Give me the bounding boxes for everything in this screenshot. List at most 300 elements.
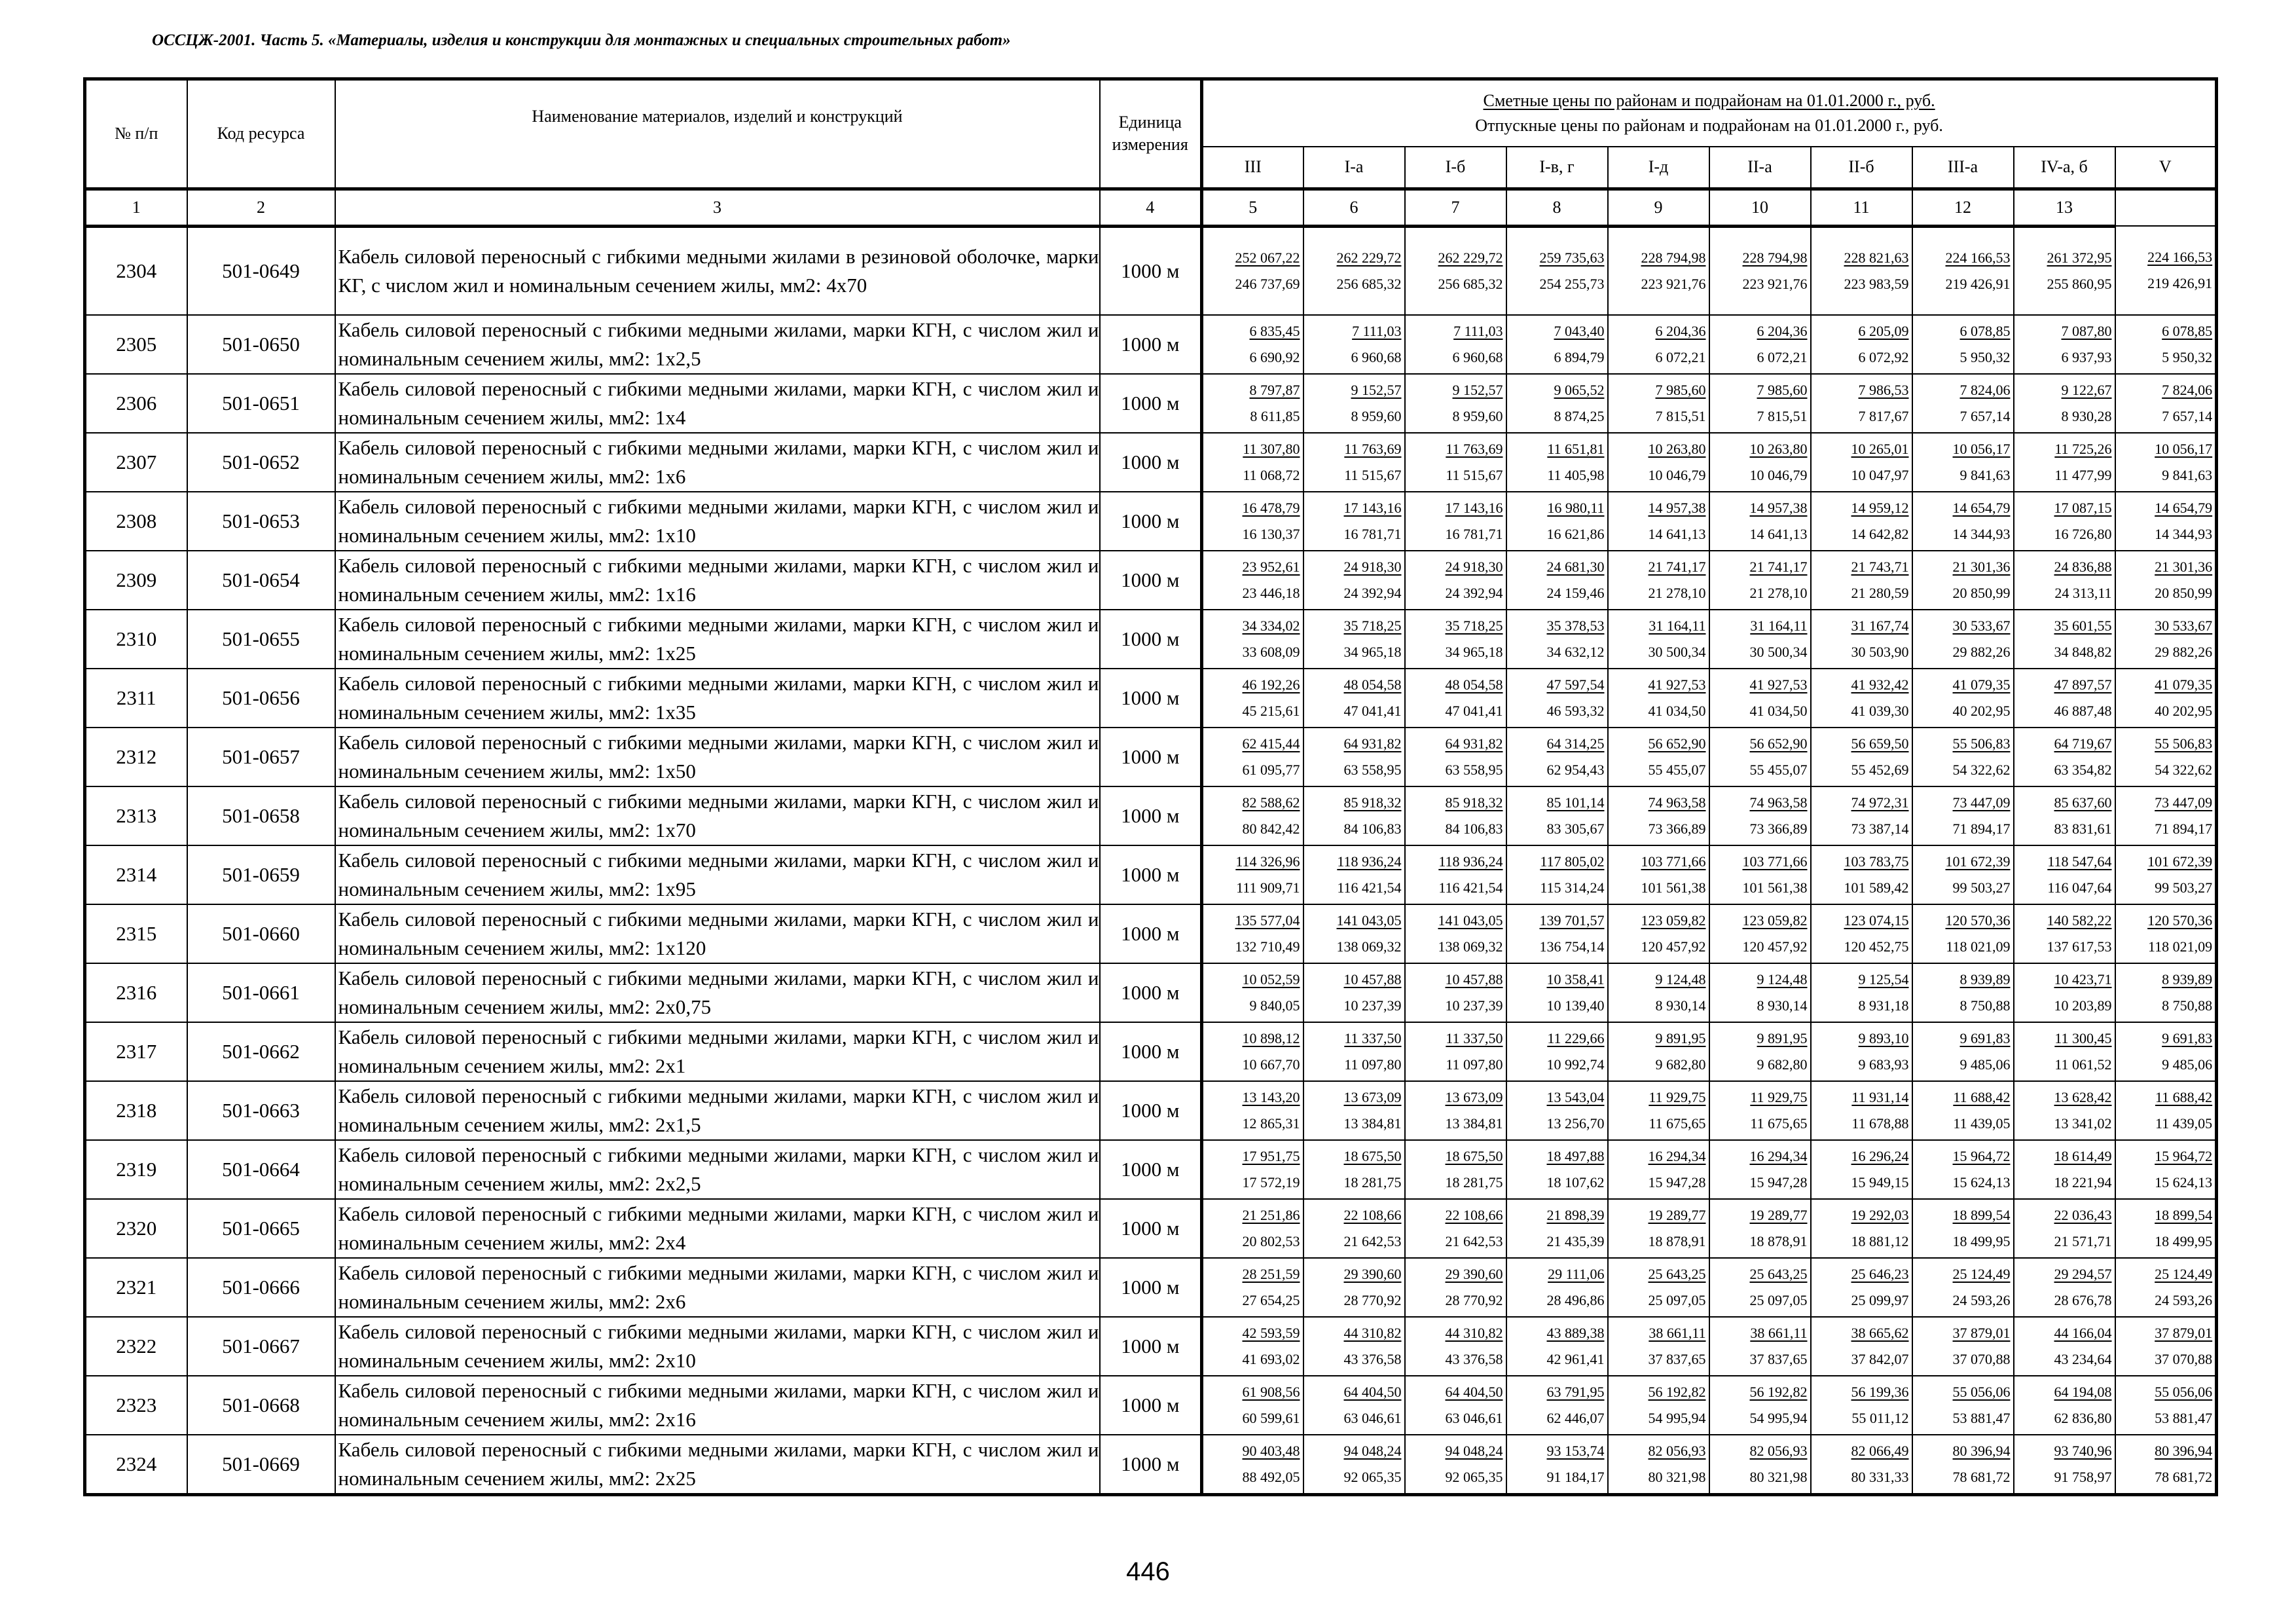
price-cell	[1506, 1258, 1608, 1317]
material-name: Кабель силовой переносный с гибкими медными жилами, марки КГН, с числом жил и номинальным сечением жилы, мм2: 1х2,5	[335, 315, 1100, 374]
estimate-price: 18 675,50	[1445, 1147, 1503, 1164]
release-price: 16 781,71	[1343, 525, 1402, 542]
release-price: 132 710,49	[1235, 938, 1300, 955]
price-cell	[1608, 226, 1709, 315]
estimate-price: 35 378,53	[1546, 617, 1605, 634]
estimate-price: 17 951,75	[1242, 1147, 1300, 1164]
estimate-price: 14 957,38	[1749, 499, 1808, 516]
estimate-price: 61 908,56	[1242, 1383, 1300, 1400]
estimate-price: 38 665,62	[1851, 1324, 1909, 1341]
price-cell	[2014, 1199, 2115, 1258]
estimate-price: 64 404,50	[1445, 1383, 1503, 1400]
price-cell	[1912, 1081, 2014, 1140]
estimate-price: 11 229,66	[1547, 1029, 1605, 1046]
release-price: 12 865,31	[1242, 1115, 1300, 1132]
estimate-price: 94 048,24	[1445, 1442, 1503, 1459]
release-price: 63 046,61	[1445, 1409, 1503, 1426]
estimate-price: 11 337,50	[1446, 1029, 1503, 1046]
release-price: 54 322,62	[1952, 761, 2011, 778]
estimate-price: 17 143,16	[1445, 499, 1503, 516]
price-cell	[1912, 904, 2014, 963]
estimate-price: 6 078,85	[2162, 322, 2213, 339]
release-price: 5 950,32	[1959, 348, 2011, 365]
price-cell	[1912, 492, 2014, 551]
estimate-price: 34 334,02	[1242, 617, 1300, 634]
release-price: 120 452,75	[1844, 938, 1909, 955]
price-cell	[1506, 492, 1608, 551]
header-region: II-б	[1811, 147, 1912, 189]
release-price: 41 034,50	[1749, 702, 1808, 719]
release-price: 11 439,05	[1953, 1115, 2011, 1132]
header-region: IV-а, б	[2014, 147, 2115, 189]
material-name: Кабель силовой переносный с гибкими медными жилами, марки КГН, с числом жил и номинальным сечением жилы, мм2: 2х10	[335, 1317, 1100, 1376]
price-cell	[2115, 845, 2217, 904]
estimate-price: 47 597,54	[1546, 676, 1605, 693]
table-row	[85, 433, 2217, 492]
price-cell	[1303, 374, 1405, 433]
price-cell	[1811, 963, 1912, 1022]
table-row	[85, 1081, 2217, 1140]
price-cell	[2014, 374, 2115, 433]
estimate-price: 93 153,74	[1546, 1442, 1605, 1459]
estimate-price: 9 891,95	[1655, 1029, 1706, 1046]
release-price: 40 202,95	[2155, 702, 2213, 719]
price-cell	[1202, 492, 1303, 551]
table-row	[85, 1022, 2217, 1081]
release-price: 18 221,94	[2054, 1173, 2112, 1190]
release-price: 7 815,51	[1655, 407, 1706, 424]
table-row	[85, 1435, 2217, 1495]
estimate-price: 64 404,50	[1343, 1383, 1402, 1400]
price-cell	[1202, 963, 1303, 1022]
price-cell	[1709, 786, 1811, 845]
price-cell	[1608, 1081, 1709, 1140]
release-price: 24 392,94	[1343, 584, 1402, 601]
price-cell	[2014, 1081, 2115, 1140]
release-price: 73 387,14	[1851, 820, 1909, 837]
estimate-price: 82 056,93	[1749, 1442, 1808, 1459]
estimate-price: 64 931,82	[1343, 735, 1402, 752]
row-number: 2306	[85, 374, 187, 433]
release-price: 15 624,13	[1952, 1173, 2011, 1190]
release-price: 9 682,80	[1757, 1056, 1808, 1073]
price-cell	[2115, 1435, 2217, 1495]
estimate-price: 31 164,11	[1750, 617, 1808, 634]
row-number: 2305	[85, 315, 187, 374]
price-cell	[1303, 904, 1405, 963]
release-price: 101 561,38	[1742, 879, 1808, 896]
release-price: 11 405,98	[1547, 466, 1605, 483]
release-price: 62 836,80	[2054, 1409, 2112, 1426]
table-row	[85, 226, 2217, 315]
release-price: 11 515,67	[1446, 466, 1503, 483]
estimate-price: 9 691,83	[1959, 1029, 2011, 1046]
estimate-price: 17 087,15	[2054, 499, 2112, 516]
header-region: I-в, г	[1506, 147, 1608, 189]
material-name: Кабель силовой переносный с гибкими медными жилами, марки КГН, с числом жил и номинальным сечением жилы, мм2: 1х95	[335, 845, 1100, 904]
table-row	[85, 1376, 2217, 1435]
estimate-price: 37 879,01	[1952, 1324, 2011, 1341]
price-cell	[1912, 551, 2014, 610]
price-cell	[1912, 786, 2014, 845]
estimate-price: 64 194,08	[2054, 1383, 2112, 1400]
price-cell	[1202, 1258, 1303, 1317]
release-price: 18 878,91	[1648, 1232, 1706, 1249]
release-price: 255 860,95	[2047, 275, 2112, 292]
row-number: 2308	[85, 492, 187, 551]
estimate-price: 8 939,89	[1959, 970, 2011, 987]
price-cell	[2014, 1140, 2115, 1199]
price-cell	[1303, 1435, 1405, 1495]
estimate-price: 11 300,45	[2054, 1029, 2112, 1046]
material-name: Кабель силовой переносный с гибкими медными жилами, марки КГН, с числом жил и номинальным сечением жилы, мм2: 1х6	[335, 433, 1100, 492]
release-price: 99 503,27	[1952, 879, 2011, 896]
estimate-price: 74 972,31	[1851, 794, 1909, 811]
table-row	[85, 963, 2217, 1022]
release-price: 24 392,94	[1445, 584, 1503, 601]
price-cell	[1608, 786, 1709, 845]
estimate-price: 228 794,98	[1742, 249, 1808, 266]
price-cell	[1303, 1317, 1405, 1376]
estimate-price: 55 056,06	[1952, 1383, 2011, 1400]
price-cell	[1709, 845, 1811, 904]
price-cell	[1303, 786, 1405, 845]
unit: 1000 м	[1100, 1140, 1202, 1199]
price-cell	[1912, 610, 2014, 669]
estimate-price: 114 326,96	[1235, 853, 1300, 870]
price-cell	[1811, 1022, 1912, 1081]
resource-code: 501-0663	[187, 1081, 335, 1140]
table-row	[85, 492, 2217, 551]
release-price: 16 781,71	[1445, 525, 1503, 542]
column-number: 3	[335, 189, 1100, 226]
price-cell	[1709, 1081, 1811, 1140]
unit: 1000 м	[1100, 669, 1202, 728]
table-row	[85, 1140, 2217, 1199]
resource-code: 501-0652	[187, 433, 335, 492]
resource-code: 501-0653	[187, 492, 335, 551]
release-price: 136 754,14	[1539, 938, 1605, 955]
estimate-price: 56 652,90	[1648, 735, 1706, 752]
release-price: 8 959,60	[1351, 407, 1402, 424]
row-number: 2321	[85, 1258, 187, 1317]
row-number: 2312	[85, 728, 187, 786]
release-price: 14 641,13	[1648, 525, 1706, 542]
row-number: 2311	[85, 669, 187, 728]
estimate-price: 22 108,66	[1445, 1206, 1503, 1223]
column-number: 1	[85, 189, 187, 226]
estimate-price: 24 918,30	[1343, 558, 1402, 575]
resource-code: 501-0661	[187, 963, 335, 1022]
release-price: 30 503,90	[1851, 643, 1909, 660]
unit: 1000 м	[1100, 374, 1202, 433]
price-cell	[2014, 551, 2115, 610]
release-price: 7 657,14	[1959, 407, 2011, 424]
material-name: Кабель силовой переносный с гибкими медными жилами, марки КГН, с числом жил и номинальным сечением жилы, мм2: 1х4	[335, 374, 1100, 433]
estimate-price: 101 672,39	[1945, 853, 2011, 870]
estimate-price: 94 048,24	[1343, 1442, 1402, 1459]
estimate-price: 56 199,36	[1851, 1383, 1909, 1400]
table-row	[85, 669, 2217, 728]
material-name: Кабель силовой переносный с гибкими медными жилами, марки КГН, с числом жил и номинальным сечением жилы, мм2: 2х25	[335, 1435, 1100, 1495]
release-price: 8 930,28	[2061, 407, 2112, 424]
price-cell	[1202, 1199, 1303, 1258]
estimate-price: 44 310,82	[1445, 1324, 1503, 1341]
price-table	[83, 77, 2218, 1496]
release-price: 42 961,41	[1546, 1350, 1605, 1367]
estimate-price: 7 043,40	[1554, 322, 1605, 339]
price-cell	[1608, 433, 1709, 492]
price-cell	[1912, 1317, 2014, 1376]
release-price: 28 770,92	[1445, 1291, 1503, 1308]
estimate-price: 44 166,04	[2054, 1324, 2112, 1341]
price-cell	[1405, 1317, 1506, 1376]
price-cell	[2115, 315, 2217, 374]
price-cell	[1303, 845, 1405, 904]
release-price: 55 455,07	[1648, 761, 1706, 778]
release-price: 6 960,68	[1452, 348, 1503, 365]
estimate-price: 11 763,69	[1446, 440, 1503, 457]
estimate-price: 63 791,95	[1546, 1383, 1605, 1400]
estimate-price: 13 673,09	[1343, 1088, 1402, 1105]
price-cell	[1811, 1199, 1912, 1258]
release-price: 34 965,18	[1445, 643, 1503, 660]
release-price: 84 106,83	[1445, 820, 1503, 837]
estimate-price: 44 310,82	[1343, 1324, 1402, 1341]
resource-code: 501-0666	[187, 1258, 335, 1317]
release-price: 246 737,69	[1235, 275, 1300, 292]
estimate-price: 6 204,36	[1757, 322, 1808, 339]
price-cell	[1303, 1140, 1405, 1199]
estimate-price: 56 659,50	[1851, 735, 1909, 752]
release-price: 118 021,09	[2147, 938, 2213, 955]
row-number: 2316	[85, 963, 187, 1022]
price-cell	[1811, 669, 1912, 728]
estimate-price: 141 043,05	[1438, 912, 1503, 929]
release-price: 73 366,89	[1749, 820, 1808, 837]
release-price: 8 930,14	[1655, 997, 1706, 1014]
release-price: 120 457,92	[1742, 938, 1808, 955]
price-cell	[2014, 433, 2115, 492]
price-cell	[2014, 1258, 2115, 1317]
unit: 1000 м	[1100, 1081, 1202, 1140]
release-price: 21 571,71	[2054, 1232, 2112, 1249]
header-region: I-а	[1303, 147, 1405, 189]
material-name: Кабель силовой переносный с гибкими медными жилами, марки КГН, с числом жил и номинальным сечением жилы, мм2: 2х0,75	[335, 963, 1100, 1022]
document-title: ОССЦЖ-2001. Часть 5. «Материалы, изделия и конструкции для монтажных и специальных строительных работ»	[152, 31, 1011, 49]
unit: 1000 м	[1100, 1022, 1202, 1081]
estimate-price: 18 497,88	[1546, 1147, 1605, 1164]
price-cell	[1608, 1140, 1709, 1199]
release-price: 80 331,33	[1851, 1468, 1909, 1485]
release-price: 137 617,53	[2047, 938, 2112, 955]
release-price: 101 561,38	[1641, 879, 1706, 896]
release-price: 256 685,32	[1438, 275, 1503, 292]
estimate-price: 85 101,14	[1546, 794, 1605, 811]
release-price: 63 558,95	[1445, 761, 1503, 778]
unit: 1000 м	[1100, 1435, 1202, 1495]
material-name: Кабель силовой переносный с гибкими медными жилами, марки КГН, с числом жил и номинальным сечением жилы, мм2: 1х50	[335, 728, 1100, 786]
row-number: 2324	[85, 1435, 187, 1495]
price-cell	[2014, 845, 2115, 904]
price-cell	[2014, 1376, 2115, 1435]
price-cell	[1405, 669, 1506, 728]
release-price: 10 046,79	[1648, 466, 1706, 483]
price-cell	[2014, 728, 2115, 786]
estimate-price: 29 294,57	[2054, 1265, 2112, 1282]
price-cell	[1202, 551, 1303, 610]
unit: 1000 м	[1100, 904, 1202, 963]
price-cell	[1202, 610, 1303, 669]
release-price: 54 995,94	[1648, 1409, 1706, 1426]
release-price: 8 874,25	[1554, 407, 1605, 424]
estimate-price: 6 204,36	[1655, 322, 1706, 339]
price-cell	[1303, 1376, 1405, 1435]
release-price: 37 837,65	[1749, 1350, 1808, 1367]
unit: 1000 м	[1100, 728, 1202, 786]
release-price: 18 281,75	[1445, 1173, 1503, 1190]
estimate-price: 262 229,72	[1438, 249, 1503, 266]
estimate-price: 9 065,52	[1554, 381, 1605, 398]
estimate-price: 16 478,79	[1242, 499, 1300, 516]
table-row	[85, 1258, 2217, 1317]
release-price: 83 305,67	[1546, 820, 1605, 837]
release-price: 9 841,63	[1959, 466, 2011, 483]
release-price: 55 455,07	[1749, 761, 1808, 778]
price-cell	[1506, 1140, 1608, 1199]
estimate-price: 24 836,88	[2054, 558, 2112, 575]
estimate-price: 14 654,79	[1952, 499, 2011, 516]
estimate-price: 13 628,42	[2054, 1088, 2112, 1105]
price-cell	[1709, 433, 1811, 492]
price-cell	[2115, 728, 2217, 786]
price-cell	[1405, 1199, 1506, 1258]
header-prices	[1202, 79, 2217, 147]
price-cell	[2014, 904, 2115, 963]
estimate-price: 18 675,50	[1343, 1147, 1402, 1164]
release-price: 54 995,94	[1749, 1409, 1808, 1426]
release-price: 138 069,32	[1438, 938, 1503, 955]
material-name: Кабель силовой переносный с гибкими медными жилами, марки КГН, с числом жил и номинальным сечением жилы, мм2: 1х25	[335, 610, 1100, 669]
estimate-price: 141 043,05	[1336, 912, 1402, 929]
release-price: 8 750,88	[2162, 997, 2213, 1014]
estimate-price: 56 652,90	[1749, 735, 1808, 752]
price-cell	[1912, 845, 2014, 904]
column-number: 7	[1405, 189, 1506, 226]
price-cell	[1202, 226, 1303, 315]
price-cell	[2115, 963, 2217, 1022]
estimate-price: 9 125,54	[1858, 970, 1909, 987]
estimate-price: 117 805,02	[1540, 853, 1605, 870]
estimate-price: 41 079,35	[1952, 676, 2011, 693]
release-price: 46 593,32	[1546, 702, 1605, 719]
material-name: Кабель силовой переносный с гибкими медными жилами, марки КГН, с числом жил и номинальным сечением жилы, мм2: 1х35	[335, 669, 1100, 728]
row-number: 2310	[85, 610, 187, 669]
price-cell	[1202, 374, 1303, 433]
estimate-price: 17 143,16	[1343, 499, 1402, 516]
release-price: 219 426,91	[1945, 275, 2011, 292]
table-row	[85, 315, 2217, 374]
estimate-price: 85 637,60	[2054, 794, 2112, 811]
price-cell	[1303, 963, 1405, 1022]
release-price: 8 959,60	[1452, 407, 1503, 424]
price-cell	[1912, 1258, 2014, 1317]
estimate-price: 228 821,63	[1844, 249, 1909, 266]
estimate-price: 259 735,63	[1539, 249, 1605, 266]
release-price: 80 842,42	[1242, 820, 1300, 837]
unit: 1000 м	[1100, 433, 1202, 492]
price-cell	[1202, 669, 1303, 728]
column-number: 6	[1303, 189, 1405, 226]
price-cell	[1709, 315, 1811, 374]
resource-code: 501-0660	[187, 904, 335, 963]
price-cell	[1506, 226, 1608, 315]
price-cell	[1303, 669, 1405, 728]
estimate-price: 9 122,67	[2061, 381, 2112, 398]
estimate-price: 29 390,60	[1343, 1265, 1402, 1282]
price-cell	[1608, 1022, 1709, 1081]
estimate-price: 64 719,67	[2054, 735, 2112, 752]
release-price: 63 558,95	[1343, 761, 1402, 778]
material-name: Кабель силовой переносный с гибкими медными жилами, марки КГН, с числом жил и номинальным сечением жилы, мм2: 2х2,5	[335, 1140, 1100, 1199]
release-price: 116 047,64	[2047, 879, 2112, 896]
estimate-price: 7 111,03	[1352, 322, 1402, 339]
estimate-price: 140 582,22	[2047, 912, 2112, 929]
release-price: 99 503,27	[2155, 879, 2213, 896]
price-cell	[2115, 1140, 2217, 1199]
price-cell	[1709, 226, 1811, 315]
price-cell	[1709, 1435, 1811, 1495]
material-name: Кабель силовой переносный с гибкими медными жилами, марки КГН, с числом жил и номинальным сечением жилы, мм2: 2х1	[335, 1022, 1100, 1081]
estimate-price: 123 059,82	[1641, 912, 1706, 929]
estimate-price: 74 963,58	[1749, 794, 1808, 811]
estimate-price: 7 111,03	[1453, 322, 1503, 339]
release-price: 60 599,61	[1242, 1409, 1300, 1426]
estimate-price: 123 059,82	[1742, 912, 1808, 929]
estimate-price: 42 593,59	[1242, 1324, 1300, 1341]
release-price: 14 642,82	[1851, 525, 1909, 542]
estimate-price: 38 661,11	[1649, 1324, 1706, 1341]
estimate-price: 64 931,82	[1445, 735, 1503, 752]
price-cell	[1506, 963, 1608, 1022]
release-price: 21 278,10	[1749, 584, 1808, 601]
price-cell	[1608, 963, 1709, 1022]
price-cell	[2014, 1435, 2115, 1495]
estimate-price: 135 577,04	[1235, 912, 1300, 929]
release-price: 16 726,80	[2054, 525, 2112, 542]
release-price: 10 047,97	[1851, 466, 1909, 483]
release-price: 223 921,76	[1641, 275, 1706, 292]
release-price: 18 107,62	[1546, 1173, 1605, 1190]
release-price: 24 593,26	[1952, 1291, 2011, 1308]
material-name: Кабель силовой переносный с гибкими медными жилами, марки КГН, с числом жил и номинальным сечением жилы, мм2: 1х120	[335, 904, 1100, 963]
column-number: 13	[2014, 189, 2115, 226]
release-price: 23 446,18	[1242, 584, 1300, 601]
price-cell	[1405, 551, 1506, 610]
price-cell	[1506, 551, 1608, 610]
row-number: 2314	[85, 845, 187, 904]
row-number: 2304	[85, 226, 187, 315]
estimate-price: 120 570,36	[2147, 912, 2213, 929]
release-price: 78 681,72	[2155, 1468, 2213, 1485]
table-row	[85, 374, 2217, 433]
price-cell	[1303, 1258, 1405, 1317]
release-price: 40 202,95	[1952, 702, 2011, 719]
estimate-price: 56 192,82	[1648, 1383, 1706, 1400]
release-price: 25 097,05	[1749, 1291, 1808, 1308]
unit: 1000 м	[1100, 1376, 1202, 1435]
table-row	[85, 551, 2217, 610]
